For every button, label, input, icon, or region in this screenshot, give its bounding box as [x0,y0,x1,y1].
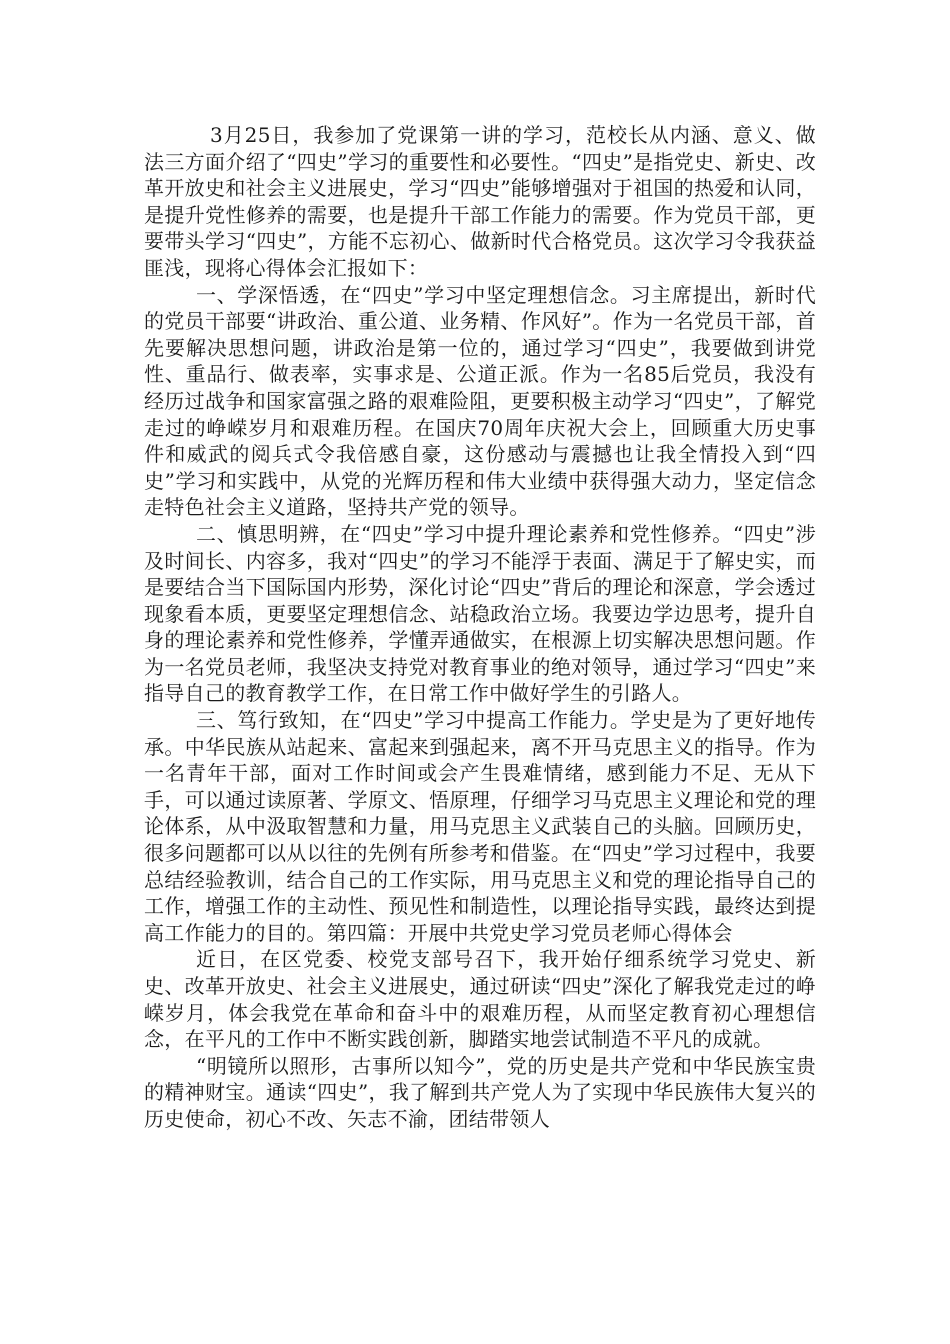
paragraph-part-four-intro: 近日，在区党委、校党支部号召下，我开始仔细系统学习党史、新史、改革开放史、社会主义进展史，通过研读“四史”深化了解我党走过的峥嵘岁月，体会我党在革命和奋斗中的艰难历程，从而坚定教育初心理想信念，在平凡的工作中不断实践创新，脚踏实地尝试制造不平凡的成就。 [144,947,816,1052]
paragraph-part-four-body: “明镜所以照形，古事所以知今”，党的历史是共产党和中华民族宝贵的精神财宝。通读“四史”，我了解到共产党人为了实现中华民族伟大复兴的历史使命，初心不改、矢志不渝，团结带领人 [144,1053,816,1131]
paragraph-intro: 3月25日，我参加了党课第一讲的学习，范校长从内涵、意义、做法三方面介绍了“四史”学习的重要性和必要性。“四史”是指党史、新史、改革开放史和社会主义进展史，学习“四史”能够增强对于祖国的热爱和认同，是提升党性修养的需要，也是提升干部工作能力的需要。作为党员干部，更要带头学习“四史”，方能不忘初心、做新时代合格党员。这次学习令我获益匪浅，现将心得体会汇报如下： [144,123,816,280]
paragraph-section-two: 二、慎思明辨，在“四史”学习中提升理论素养和党性修养。“四史”涉及时间长、内容多，我对“四史”的学习不能浮于表面、满足于了解史实，而是要结合当下国际国内形势，深化讨论“四史”背后的理论和深意，学会透过现象看本质，更要坚定理想信念、站稳政治立场。我要边学边思考，提升自身的理论素养和党性修养，学懂弄通做实，在根源上切实解决思想问题。作为一名党员老师，我坚决支持党对教育事业的绝对领导，通过学习“四史”来指导自己的教育教学工作，在日常工作中做好学生的引路人。 [144,521,816,706]
paragraph-section-one: 一、学深悟透，在“四史”学习中坚定理想信念。习主席提出，新时代的党员干部要“讲政治、重公道、业务精、作风好”。作为一名党员干部，首先要解决思想问题，讲政治是第一位的，通过学习“四史”，我要做到讲党性、重品行、做表率，实事求是、公道正派。作为一名85后党员，我没有经历过战争和国家富强之路的艰难险阻，更要积极主动学习“四史”，了解党走过的峥嵘岁月和艰难历程。在国庆70周年庆祝大会上，回顾重大历史事件和威武的阅兵式令我倍感自豪，这份感动与震撼也让我全情投入到“四史”学习和实践中，从党的光辉历程和伟大业绩中获得强大动力，坚定信念走特色社会主义道路，坚持共产党的领导。 [144,282,816,520]
paragraph-section-three: 三、笃行致知，在“四史”学习中提高工作能力。学史是为了更好地传承。中华民族从站起来、富起来到强起来，离不开马克思主义的指导。作为一名青年干部，面对工作时间或会产生畏难情绪，感到能力不足、无从下手，可以通过读原著、学原文、悟原理，仔细学习马克思主义理论和党的理论体系，从中汲取智慧和力量，用马克思主义武装自己的头脑。回顾历史，很多问题都可以从以往的先例有所参考和借鉴。在“四史”学习过程中，我要总结经验教训，结合自己的工作实际，用马克思主义和党的理论指导自己的工作，增强工作的主动性、预见性和制造性，以理论指导实践，最终达到提高工作能力的目的。第四篇：开展中共党史学习党员老师心得体会 [144,708,816,945]
document-body [144,122,816,1133]
